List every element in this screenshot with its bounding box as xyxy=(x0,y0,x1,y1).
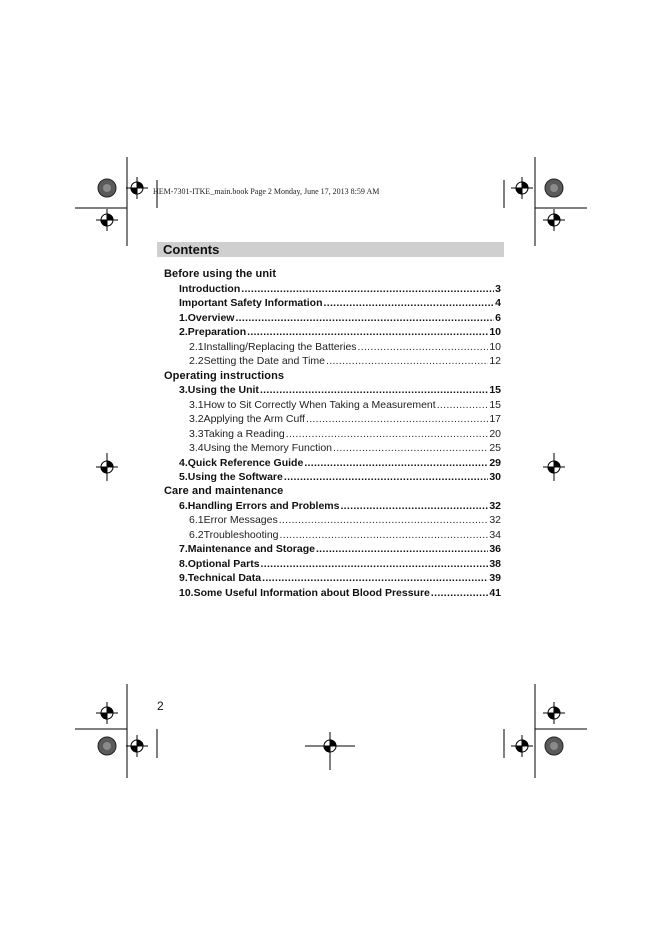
toc-entry-software[interactable] xyxy=(179,471,501,483)
dot-leader xyxy=(247,326,488,338)
dot-leader xyxy=(286,428,489,440)
dot-leader xyxy=(280,529,489,541)
toc-entry-optional-parts[interactable] xyxy=(179,558,501,570)
toc-entry-label: Applying the Arm Cuff xyxy=(203,413,305,425)
toc-entry-label: Maintenance and Storage xyxy=(187,543,315,555)
toc-entry-label: Preparation xyxy=(187,326,247,338)
toc-entry-label: Overview xyxy=(187,312,235,324)
dot-leader xyxy=(324,297,495,309)
dot-leader xyxy=(260,384,488,396)
section-heading-before-use: Before using the unit xyxy=(164,268,277,280)
toc-entry-label: Using the Unit xyxy=(187,384,259,396)
toc-entry-label: Introduction xyxy=(179,283,241,295)
toc-entry-blood-pressure-info[interactable] xyxy=(179,587,501,599)
toc-entry-page: 39 xyxy=(489,572,501,584)
dot-leader xyxy=(431,587,488,599)
toc-entry-page: 38 xyxy=(489,558,501,570)
dot-leader xyxy=(437,399,489,411)
dot-leader xyxy=(235,312,494,324)
toc-entry-taking-reading[interactable] xyxy=(189,428,501,440)
dot-leader xyxy=(326,355,488,367)
toc-entry-preparation[interactable] xyxy=(179,326,501,338)
toc-entry-number: 3.2 xyxy=(189,413,204,425)
toc-entry-maintenance[interactable] xyxy=(179,543,501,555)
toc-entry-label: Some Useful Information about Blood Pressure xyxy=(193,587,430,599)
book-header-line: HEM-7301-ITKE_main.book Page 2 Monday, June 17, 2013 8:59 AM xyxy=(153,187,380,196)
toc-entry-number: 6.2 xyxy=(189,529,204,541)
toc-entry-label: Setting the Date and Time xyxy=(203,355,326,367)
toc-entry-page: 17 xyxy=(489,413,501,425)
toc-entry-number: 3.4 xyxy=(189,442,204,454)
toc-entry-number: 2.1 xyxy=(189,341,204,353)
dot-leader xyxy=(358,341,489,353)
toc-entry-number: 8. xyxy=(179,558,188,570)
toc-entry-number: 6. xyxy=(179,500,188,512)
toc-entry-label: Installing/Replacing the Batteries xyxy=(203,341,357,353)
toc-entry-page: 3 xyxy=(495,283,501,295)
toc-entry-date-time[interactable] xyxy=(189,355,501,367)
toc-entry-label: Handling Errors and Problems xyxy=(187,500,340,512)
toc-entry-error-messages[interactable] xyxy=(189,514,501,526)
dot-leader xyxy=(261,558,489,570)
toc-entry-label: Technical Data xyxy=(187,572,262,584)
toc-entry-label: How to Sit Correctly When Taking a Measurement xyxy=(203,399,436,411)
toc-entry-page: 25 xyxy=(489,442,501,454)
toc-entry-page: 41 xyxy=(489,587,501,599)
toc-entry-number: 9. xyxy=(179,572,188,584)
toc-entry-number: 3.3 xyxy=(189,428,204,440)
toc-entry-page: 4 xyxy=(495,297,501,309)
toc-entry-using-unit[interactable] xyxy=(179,384,501,396)
contents-title-bar xyxy=(157,242,504,257)
section-heading-care: Care and maintenance xyxy=(164,485,284,497)
dot-leader xyxy=(306,413,488,425)
page-number: 2 xyxy=(157,699,164,713)
section-heading-operating: Operating instructions xyxy=(164,370,285,382)
toc-entry-page: 15 xyxy=(489,399,501,411)
toc-entry-page: 29 xyxy=(489,457,501,469)
dot-leader xyxy=(284,471,488,483)
toc-entry-number: 2. xyxy=(179,326,188,338)
toc-entry-page: 32 xyxy=(489,500,501,512)
dot-leader xyxy=(241,283,494,295)
toc-entry-page: 12 xyxy=(489,355,501,367)
toc-entry-page: 30 xyxy=(489,471,501,483)
dot-leader xyxy=(279,514,489,526)
toc-entry-errors-problems[interactable] xyxy=(179,500,501,512)
toc-entry-quick-reference[interactable] xyxy=(179,457,501,469)
toc-entry-page: 32 xyxy=(489,514,501,526)
toc-entry-label: Troubleshooting xyxy=(203,529,279,541)
toc-entry-label: Important Safety Information xyxy=(179,297,323,309)
toc-entry-troubleshooting[interactable] xyxy=(189,529,501,541)
toc-entry-page: 20 xyxy=(489,428,501,440)
toc-entry-safety[interactable] xyxy=(179,297,501,309)
toc-entry-label: Taking a Reading xyxy=(203,428,285,440)
toc-entry-number: 10. xyxy=(179,587,194,599)
toc-entry-number: 5. xyxy=(179,471,188,483)
dot-leader xyxy=(340,500,488,512)
toc-entry-label: Using the Memory Function xyxy=(203,442,332,454)
toc-entry-page: 6 xyxy=(495,312,501,324)
dot-leader xyxy=(304,457,488,469)
toc-entry-page: 36 xyxy=(489,543,501,555)
toc-entry-number: 6.1 xyxy=(189,514,204,526)
toc-entry-batteries[interactable] xyxy=(189,341,501,353)
toc-entry-memory[interactable] xyxy=(189,442,501,454)
dot-leader xyxy=(262,572,488,584)
toc-entry-number: 2.2 xyxy=(189,355,204,367)
toc-entry-label: Error Messages xyxy=(203,514,278,526)
toc-entry-page: 15 xyxy=(489,384,501,396)
toc-entry-label: Using the Software xyxy=(187,471,283,483)
toc-entry-number: 3. xyxy=(179,384,188,396)
toc-entry-arm-cuff[interactable] xyxy=(189,413,501,425)
toc-entry-number: 4. xyxy=(179,457,188,469)
toc-entry-sit-correctly[interactable] xyxy=(189,399,501,411)
page-title: Contents xyxy=(163,242,220,257)
toc-entry-number: 7. xyxy=(179,543,188,555)
toc-entry-label: Optional Parts xyxy=(187,558,260,570)
toc-entry-number: 3.1 xyxy=(189,399,204,411)
dot-leader xyxy=(333,442,488,454)
toc-entry-technical-data[interactable] xyxy=(179,572,501,584)
dot-leader xyxy=(316,543,488,555)
toc-entry-overview[interactable] xyxy=(179,312,501,324)
toc-entry-introduction[interactable] xyxy=(179,283,501,295)
toc-entry-page: 10 xyxy=(489,326,501,338)
toc-entry-page: 34 xyxy=(489,529,501,541)
toc-entry-label: Quick Reference Guide xyxy=(187,457,304,469)
toc-entry-number: 1. xyxy=(179,312,188,324)
toc-entry-page: 10 xyxy=(489,341,501,353)
